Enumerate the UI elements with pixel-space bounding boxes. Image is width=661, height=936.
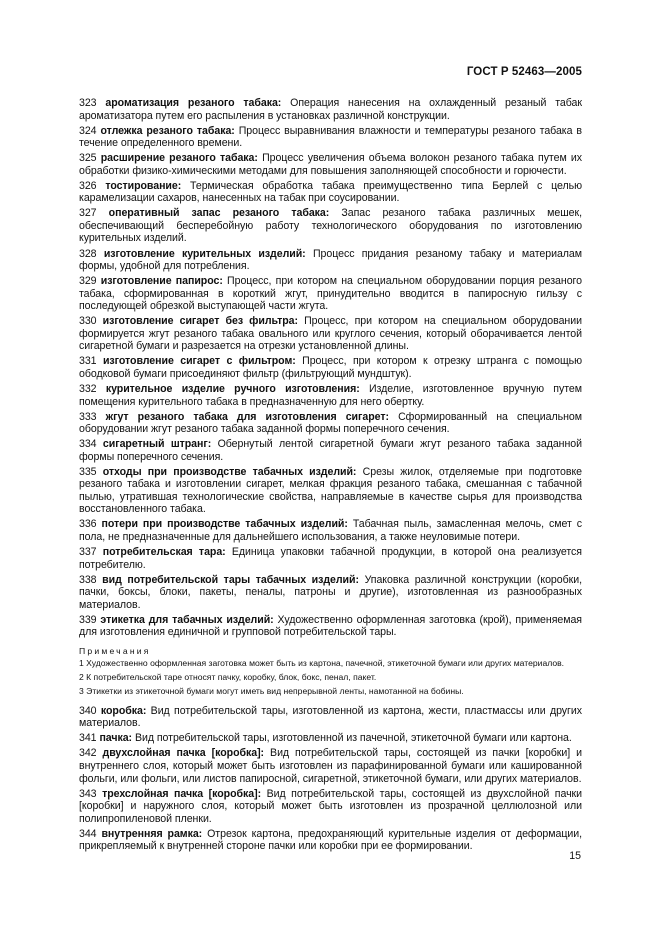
term-definition: Отрезок картона, предохраняющий курительные изделия от деформации, прикрепляемый к внутренней стороне пачки или коробки при ее формировании. — [79, 827, 582, 853]
term-definition: Обернутый лентой сигаретной бумаги жгут резаного табака заданной формы поперечного сечения. — [79, 438, 582, 463]
term-number: 326 — [79, 179, 97, 192]
term-entry — [79, 248, 582, 273]
term-number: 339 — [79, 613, 97, 626]
term-entry — [79, 747, 582, 785]
notes-block — [79, 646, 582, 698]
term-number: 329 — [79, 275, 97, 288]
term-name: изготовление курительных изделий: — [103, 247, 306, 260]
term-definition: Сформированный на специальном оборудовании жгут резаного табака заданной формы поперечного сечения. — [79, 410, 582, 436]
term-number: 334 — [79, 438, 97, 451]
term-entry — [79, 411, 582, 436]
term-definition: Процесс выравнивания влажности и температуры резаного табака в течение определенного времени. — [79, 124, 582, 150]
term-entry — [79, 518, 582, 543]
term-definition: Срезы жилок, отделяемые при подготовке резаного табака и изготовлении сигарет, мелкая фракция резаного табака, смешанная с табачной пылью, утратившая технологические свойства, направляемые в качестве сырья для производства восстановленного табака. — [79, 465, 582, 516]
note-item: 2 К потребительской таре относят пачку, коробку, блок, бокс, пенал, пакет. — [79, 672, 377, 683]
term-number: 341 — [79, 732, 97, 745]
term-number: 330 — [79, 315, 97, 328]
term-definition: Процесс, при котором на специальном оборудовании формируется жгут резаного табака овального или круглого сечения, который оборачивается лентой сигаретной бумаги и разрезается на отрезки установленной длины. — [79, 315, 582, 353]
term-definition: Упаковка различной конструкции (коробки, пачки, боксы, блоки, пакеты, пеналы, патроны и другие), изготовленная из разнообразных материалов. — [79, 573, 582, 611]
term-name: сигаретный штранг: — [102, 438, 212, 451]
term-number: 325 — [79, 152, 97, 165]
notes-title: Примечания — [79, 645, 151, 656]
term-entry — [79, 546, 582, 571]
term-name: расширение резаного табака: — [100, 152, 258, 165]
term-definition: Термическая обработка табака преимущественно типа Берлей с целью карамелизации сахаров, нанесенных на табак при соусировании. — [79, 179, 582, 205]
term-entry — [79, 383, 582, 408]
term-number: 344 — [79, 827, 97, 840]
term-entry — [79, 732, 582, 745]
term-entry — [79, 355, 582, 380]
term-definition: Процесс придания резаному табаку и материалам формы, удобной для потребления. — [79, 247, 582, 273]
document-id-header: ГОСТ Р 52463—2005 — [466, 66, 582, 78]
term-definition: Художественно оформленная заготовка (крой), применяемая для изготовления единичной и групповой потребительской тары. — [79, 613, 582, 639]
term-entry — [79, 207, 582, 245]
term-definition: Изделие, изготовленное вручную путем помещения курительного табака в предназначенную для него обертку. — [79, 382, 582, 408]
term-name: ароматизация резаного табака: — [105, 97, 282, 109]
term-entry — [79, 180, 582, 205]
term-number: 323 — [79, 97, 97, 109]
term-entry — [79, 438, 582, 463]
term-entry — [79, 315, 582, 353]
term-entry — [79, 574, 582, 612]
term-entry — [79, 705, 582, 730]
term-name: пачка: — [99, 732, 133, 745]
term-name: коробка: — [100, 704, 147, 717]
term-number: 332 — [79, 382, 97, 395]
term-name: жгут резаного табака для изготовления сигарет: — [105, 410, 389, 423]
term-definition: Вид потребительской тары, изготовленной из картона, жести, пластмассы или других материалов. — [79, 704, 582, 730]
term-name: оперативный запас резаного табака: — [108, 207, 330, 220]
terms-list-top — [79, 97, 582, 639]
term-name: потери при производстве табачных изделий: — [101, 518, 348, 531]
term-number: 331 — [79, 355, 97, 368]
term-number: 327 — [79, 207, 97, 220]
term-entry — [79, 275, 582, 313]
term-name: изготовление сигарет без фильтра: — [102, 315, 298, 328]
term-name: изготовление папирос: — [100, 275, 223, 288]
term-number: 333 — [79, 410, 97, 423]
term-definition: Вид потребительской тары, состоящей из двухслойной пачки [коробки] и наружного слоя, который может быть изготовлен из прозрачной целлюлозной или полипропиленовой пленки. — [79, 787, 582, 825]
term-number: 338 — [79, 573, 97, 586]
term-entry — [79, 614, 582, 639]
term-name: этикетка для табачных изделий: — [100, 613, 274, 626]
term-name: изготовление сигарет с фильтром: — [102, 355, 296, 368]
term-definition: Единица упаковки табачной продукции, в которой она реализуется потребителю. — [79, 546, 582, 571]
term-name: тостирование: — [105, 179, 182, 192]
term-name: курительное изделие ручного изготовления: — [105, 382, 360, 395]
page-number: 15 — [569, 850, 581, 862]
term-definition: Процесс, при котором на специальном оборудовании порция резаного табака, сформированная в короткий жгут, принудительно вводится в папиросную гильзу с последующей обрезкой выступающей части жгута. — [79, 275, 582, 313]
note-item: 1 Художественно оформленная заготовка может быть из картона, пачечной, этикеточной бумаги или других материалов. — [79, 657, 565, 668]
term-entry — [79, 466, 582, 516]
term-name: потребительская тара: — [102, 546, 226, 559]
term-name: отлежка резаного табака: — [100, 124, 235, 137]
term-name: вид потребительской тары табачных изделий: — [102, 573, 359, 586]
term-definition: Процесс, при котором к отрезку штранга с помощью ободковой бумаги присоединяют фильтр (фильтрующий мундштук). — [79, 355, 582, 380]
term-number: 343 — [79, 787, 97, 800]
term-entry — [79, 828, 582, 853]
term-entry — [79, 152, 582, 177]
terms-content — [79, 97, 582, 855]
term-definition: Операция нанесения на охлажденный резаный табак ароматизатора путем его распыления в установках различной конструкции. — [79, 97, 582, 122]
term-number: 336 — [79, 518, 97, 531]
term-name: отходы при производстве табачных изделий: — [102, 465, 357, 478]
terms-list-bottom — [79, 705, 582, 853]
term-name: трехслойная пачка [коробка]: — [102, 787, 262, 800]
term-definition: Вид потребительской тары, состоящей из пачки [коробки] и внутреннего слоя, который может быть изготовлен из парафинированной бумаги или кашированной фольги, или фольги, или листов папиросной, сигаретной, этикеточной бумаги, или других материалов. — [79, 747, 582, 785]
term-number: 324 — [79, 124, 97, 137]
term-number: 328 — [79, 247, 97, 260]
term-definition: Запас резаного табака различных мешек, обеспечивающий бесперебойную работу технологического оборудования по изготовлению курительных изделий. — [79, 207, 582, 245]
term-entry — [79, 125, 582, 150]
term-name: двухслойная пачка [коробка]: — [102, 747, 265, 760]
term-name: внутренняя рамка: — [101, 827, 203, 840]
note-item: 3 Этикетки из этикеточной бумаги могут иметь вид непрерывной ленты, намотанной на бобины. — [79, 686, 464, 697]
term-number: 340 — [79, 704, 97, 717]
term-number: 335 — [79, 465, 97, 478]
term-entry — [79, 788, 582, 826]
term-entry — [79, 97, 582, 122]
term-number: 337 — [79, 546, 97, 559]
term-definition: Процесс увеличения объема волокон резаного табака путем их обработки физико-химическими методами для повышения заполняющей способности и горючести. — [79, 152, 582, 177]
term-definition: Вид потребительской тары, изготовленной из пачечной, этикеточной бумаги или картона. — [134, 732, 572, 745]
term-number: 342 — [79, 747, 97, 760]
term-definition: Табачная пыль, замасленная мелочь, смет с пола, не предназначенные для дальнейшего использования, а также неуловимые потери. — [79, 518, 583, 543]
